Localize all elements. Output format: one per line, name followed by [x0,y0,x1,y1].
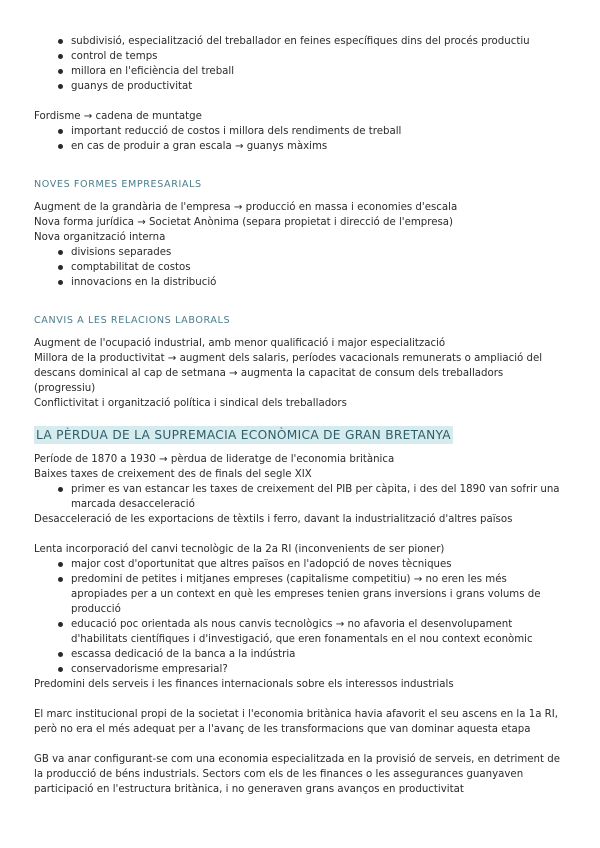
fordisme-line: Fordisme → cadena de muntatge [34,111,202,122]
list-item: important reducció de costos i millora dels rendiments de treball [34,124,564,139]
text-line: Predomini dels serveis i les finances internacionals sobre els interessos industrials [34,679,454,690]
list-item: primer es van estancar les taxes de creixement del PIB per càpita, i des del 1890 van sofrir una marcada desacceleració [34,482,564,512]
list-item: conservadorisme empresarial? [34,662,564,677]
text-line: Nova forma jurídica → Societat Anònima (separa propietat i direcció de l'empresa) [34,217,454,228]
fordisme-bullet-list [34,124,564,154]
section-heading-canvis-relacions: CANVIS A LES RELACIONS LABORALS [34,315,231,326]
list-item: comptabilitat de costos [34,260,564,275]
perdua-bullet-list-2 [34,557,564,677]
text-line: Desacceleració de les exportacions de tèxtils i ferro, davant la industrialització d'altres països [34,514,513,525]
text-line: Baixes taxes de creixement des de finals del segle XIX [34,469,312,480]
text-line: Augment de la grandària de l'empresa → producció en massa i economies d'escala [34,202,458,213]
list-item: control de temps [34,49,564,64]
list-item: educació poc orientada als nous canvis tecnològics → no afavoria el desenvolupament d'habilitats científiques i d'investigació, que eren fonamentals en el nou context econòmic [34,617,564,647]
list-item: millora en l'eficiència del treball [34,64,564,79]
text-line: Període de 1870 a 1930 → pèrdua de lideratge de l'economia britànica [34,454,395,465]
list-item: guanys de productivitat [34,79,564,94]
text-line: Nova organització interna [34,232,166,243]
text-line: Augment de l'ocupació industrial, amb menor qualificació i major especialització [34,338,446,349]
perdua-bullet-list-1 [34,482,564,512]
list-item: escassa dedicació de la banca a la indústria [34,647,564,662]
intro-bullet-list [34,34,564,94]
text-paragraph: El marc institucional propi de la societat i l'economia britànica havia afavorit el seu ascens en la 1a RI, però no era el més adequat per a l'avanç de les transformacions que van dominar aquesta etapa [34,709,559,735]
list-item: innovacions en la distribució [34,275,564,290]
text-line: Conflictivitat i organització política i sindical dels treballadors [34,398,347,409]
list-item: predomini de petites i mitjanes empreses (capitalisme competitiu) → no eren les més apropiades per a un context en què les empreses tenien grans inversions i grans volums de producció [34,572,564,617]
document-page [34,34,564,797]
list-item: en cas de produir a gran escala → guanys màxims [34,139,564,154]
text-paragraph: Millora de la productivitat → augment dels salaris, períodes vacacionals remunerats o ampliació del descans dominical al cap de setmana → augmenta la capacitat de consum dels treballadors (progressiu) [34,353,543,394]
list-item: divisions separades [34,245,564,260]
section-heading-noves-formes: NOVES FORMES EMPRESARIALS [34,179,202,190]
list-item: subdivisió, especialització del treballador en feines específiques dins del procés productiu [34,34,564,49]
text-line: Lenta incorporació del canvi tecnològic de la 2a RI (inconvenients de ser pioner) [34,544,445,555]
noves-formes-bullet-list [34,245,564,290]
list-item: major cost d'oportunitat que altres països en l'adopció de noves tècniques [34,557,564,572]
section-heading-perdua: LA PÈRDUA DE LA SUPREMACIA ECONÒMICA DE GRAN BRETANYA [36,428,451,442]
text-paragraph: GB va anar configurant-se com una economia especialitzada en la provisió de serveis, en detriment de la producció de béns industrials. Sectors com els de les finances o les assegurances guanyaven participació en l'estructura britànica, i no generaven grans avanços en productivitat [34,754,560,795]
